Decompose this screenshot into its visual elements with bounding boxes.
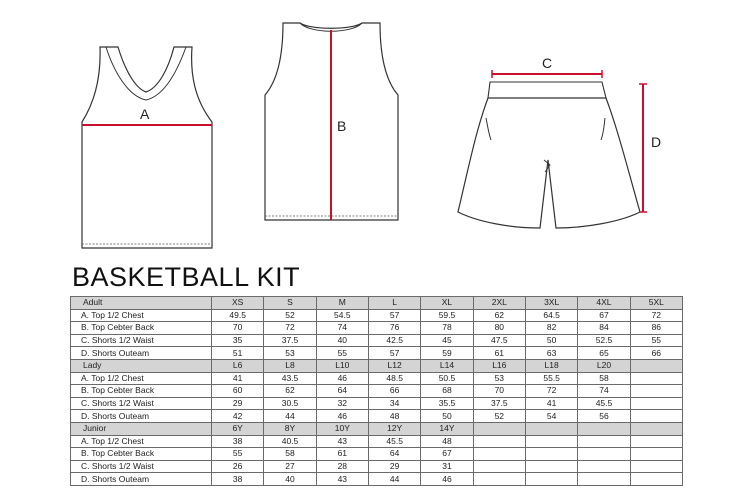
table-cell: 60: [212, 385, 264, 398]
table-cell: [630, 385, 682, 398]
back-label: B: [337, 118, 347, 134]
table-cell: 67: [578, 309, 630, 322]
table-cell: 5XL: [630, 297, 682, 310]
table-cell: L14: [421, 359, 473, 372]
table-cell: 66: [630, 347, 682, 360]
table-cell: L16: [473, 359, 525, 372]
table-cell: 67: [421, 448, 473, 461]
table-cell: 80: [473, 322, 525, 335]
table-cell: 70: [212, 322, 264, 335]
row-label-cell: Junior: [71, 422, 212, 435]
table-cell: 58: [264, 448, 316, 461]
table-cell: [578, 448, 630, 461]
table-cell: 72: [264, 322, 316, 335]
table-cell: 74: [578, 385, 630, 398]
table-cell: 63: [525, 347, 577, 360]
table-cell: 59.5: [421, 309, 473, 322]
table-cell: 56: [578, 410, 630, 423]
table-cell: 35: [212, 334, 264, 347]
row-label-cell: C. Shorts 1/2 Waist: [71, 334, 212, 347]
table-cell: 72: [525, 385, 577, 398]
table-cell: 55.5: [525, 372, 577, 385]
table-row: [71, 460, 683, 473]
row-label-cell: A. Top 1/2 Chest: [71, 435, 212, 448]
table-cell: [630, 448, 682, 461]
table-cell: 29: [212, 397, 264, 410]
table-cell: 38: [212, 435, 264, 448]
table-cell: 40: [264, 473, 316, 486]
size-chart-table: [70, 296, 683, 486]
table-row: [71, 473, 683, 486]
row-label-cell: B. Top Cebter Back: [71, 385, 212, 398]
table-cell: 62: [473, 309, 525, 322]
table-cell: 72: [630, 309, 682, 322]
table-cell: 32: [316, 397, 368, 410]
table-cell: 35.5: [421, 397, 473, 410]
table-cell: 29: [368, 460, 420, 473]
table-cell: 46: [316, 372, 368, 385]
page-title: BASKETBALL KIT: [72, 262, 301, 292]
table-cell: 10Y: [316, 422, 368, 435]
table-cell: 28: [316, 460, 368, 473]
table-cell: 49.5: [212, 309, 264, 322]
shorts-diagram: [458, 55, 661, 228]
table-cell: L6: [212, 359, 264, 372]
row-label-cell: D. Shorts Outeam: [71, 473, 212, 486]
table-cell: 37.5: [264, 334, 316, 347]
table-cell: [473, 435, 525, 448]
table-cell: 46: [421, 473, 473, 486]
table-cell: [630, 397, 682, 410]
table-cell: 45.5: [578, 397, 630, 410]
table-cell: [473, 460, 525, 473]
table-cell: 64: [316, 385, 368, 398]
table-cell: 76: [368, 322, 420, 335]
table-cell: XL: [421, 297, 473, 310]
table-cell: L20: [578, 359, 630, 372]
table-cell: 70: [473, 385, 525, 398]
table-cell: 34: [368, 397, 420, 410]
row-label-cell: B. Top Cebter Back: [71, 322, 212, 335]
table-cell: 52.5: [578, 334, 630, 347]
table-cell: 65: [578, 347, 630, 360]
table-cell: [630, 359, 682, 372]
table-cell: [473, 448, 525, 461]
table-row: [71, 347, 683, 360]
table-cell: M: [316, 297, 368, 310]
table-cell: 55: [630, 334, 682, 347]
waist-label: C: [542, 55, 553, 71]
row-label-cell: D. Shorts Outeam: [71, 410, 212, 423]
table-cell: 61: [473, 347, 525, 360]
row-label-cell: C. Shorts 1/2 Waist: [71, 397, 212, 410]
row-label-cell: C. Shorts 1/2 Waist: [71, 460, 212, 473]
table-row: [71, 334, 683, 347]
outseam-label: D: [651, 134, 662, 150]
table-cell: [525, 435, 577, 448]
row-label-cell: A. Top 1/2 Chest: [71, 372, 212, 385]
table-cell: [525, 448, 577, 461]
table-row: [71, 397, 683, 410]
table-cell: 48: [421, 435, 473, 448]
table-cell: 54.5: [316, 309, 368, 322]
table-cell: 14Y: [421, 422, 473, 435]
table-cell: S: [264, 297, 316, 310]
table-cell: L10: [316, 359, 368, 372]
table-cell: XS: [212, 297, 264, 310]
table-cell: 50.5: [421, 372, 473, 385]
table-cell: 82: [525, 322, 577, 335]
table-cell: 59: [421, 347, 473, 360]
table-cell: 37.5: [473, 397, 525, 410]
table-cell: 40.5: [264, 435, 316, 448]
table-cell: 47.5: [473, 334, 525, 347]
table-cell: 48: [368, 410, 420, 423]
row-label-cell: A. Top 1/2 Chest: [71, 309, 212, 322]
chest-label: A: [140, 106, 150, 122]
table-section-row: [71, 297, 683, 310]
table-cell: 40: [316, 334, 368, 347]
table-cell: [630, 422, 682, 435]
table-cell: 41: [212, 372, 264, 385]
row-label-cell: Adult: [71, 297, 212, 310]
row-label-cell: Lady: [71, 359, 212, 372]
table-cell: 53: [473, 372, 525, 385]
table-cell: [578, 435, 630, 448]
table-cell: 51: [212, 347, 264, 360]
table-cell: 45: [421, 334, 473, 347]
table-cell: [578, 473, 630, 486]
table-cell: [630, 372, 682, 385]
table-cell: 55: [212, 448, 264, 461]
table-cell: 38: [212, 473, 264, 486]
table-cell: 61: [316, 448, 368, 461]
table-cell: 64: [368, 448, 420, 461]
table-section-row: [71, 359, 683, 372]
table-cell: 42.5: [368, 334, 420, 347]
table-cell: 46: [316, 410, 368, 423]
table-cell: 68: [421, 385, 473, 398]
table-cell: 44: [264, 410, 316, 423]
table-cell: 6Y: [212, 422, 264, 435]
table-cell: 8Y: [264, 422, 316, 435]
table-cell: 57: [368, 309, 420, 322]
table-cell: 52: [473, 410, 525, 423]
jersey-front-diagram: [82, 47, 212, 248]
table-cell: 48.5: [368, 372, 420, 385]
table-row: [71, 322, 683, 335]
table-cell: 27: [264, 460, 316, 473]
table-cell: 4XL: [578, 297, 630, 310]
table-cell: 3XL: [525, 297, 577, 310]
table-cell: L: [368, 297, 420, 310]
table-cell: L18: [525, 359, 577, 372]
table-cell: 64.5: [525, 309, 577, 322]
table-cell: [473, 473, 525, 486]
table-cell: L12: [368, 359, 420, 372]
table-cell: 57: [368, 347, 420, 360]
table-cell: 30.5: [264, 397, 316, 410]
table-cell: 50: [421, 410, 473, 423]
table-cell: 26: [212, 460, 264, 473]
table-cell: 43.5: [264, 372, 316, 385]
table-cell: 66: [368, 385, 420, 398]
table-cell: [525, 473, 577, 486]
table-cell: [525, 422, 577, 435]
table-cell: 45.5: [368, 435, 420, 448]
table-cell: 86: [630, 322, 682, 335]
table-row: [71, 385, 683, 398]
table-cell: [525, 460, 577, 473]
table-cell: 44: [368, 473, 420, 486]
row-label-cell: D. Shorts Outeam: [71, 347, 212, 360]
table-cell: [630, 410, 682, 423]
table-cell: [630, 435, 682, 448]
table-cell: [630, 460, 682, 473]
table-cell: 41: [525, 397, 577, 410]
table-cell: 2XL: [473, 297, 525, 310]
table-cell: 84: [578, 322, 630, 335]
table-cell: 31: [421, 460, 473, 473]
table-cell: [578, 460, 630, 473]
table-section-row: [71, 422, 683, 435]
table-cell: 74: [316, 322, 368, 335]
table-cell: 43: [316, 473, 368, 486]
table-cell: 55: [316, 347, 368, 360]
table-cell: 78: [421, 322, 473, 335]
table-cell: 53: [264, 347, 316, 360]
table-cell: L8: [264, 359, 316, 372]
table-cell: 12Y: [368, 422, 420, 435]
table-cell: 54: [525, 410, 577, 423]
table-cell: [578, 422, 630, 435]
table-row: [71, 309, 683, 322]
jersey-back-diagram: [265, 23, 398, 220]
table-row: [71, 372, 683, 385]
table-row: [71, 410, 683, 423]
table-row: [71, 435, 683, 448]
table-row: [71, 448, 683, 461]
table-cell: 43: [316, 435, 368, 448]
table-cell: [630, 473, 682, 486]
table-cell: 52: [264, 309, 316, 322]
row-label-cell: B. Top Cebter Back: [71, 448, 212, 461]
table-cell: [473, 422, 525, 435]
table-cell: 58: [578, 372, 630, 385]
table-cell: 42: [212, 410, 264, 423]
table-cell: 62: [264, 385, 316, 398]
table-cell: 50: [525, 334, 577, 347]
